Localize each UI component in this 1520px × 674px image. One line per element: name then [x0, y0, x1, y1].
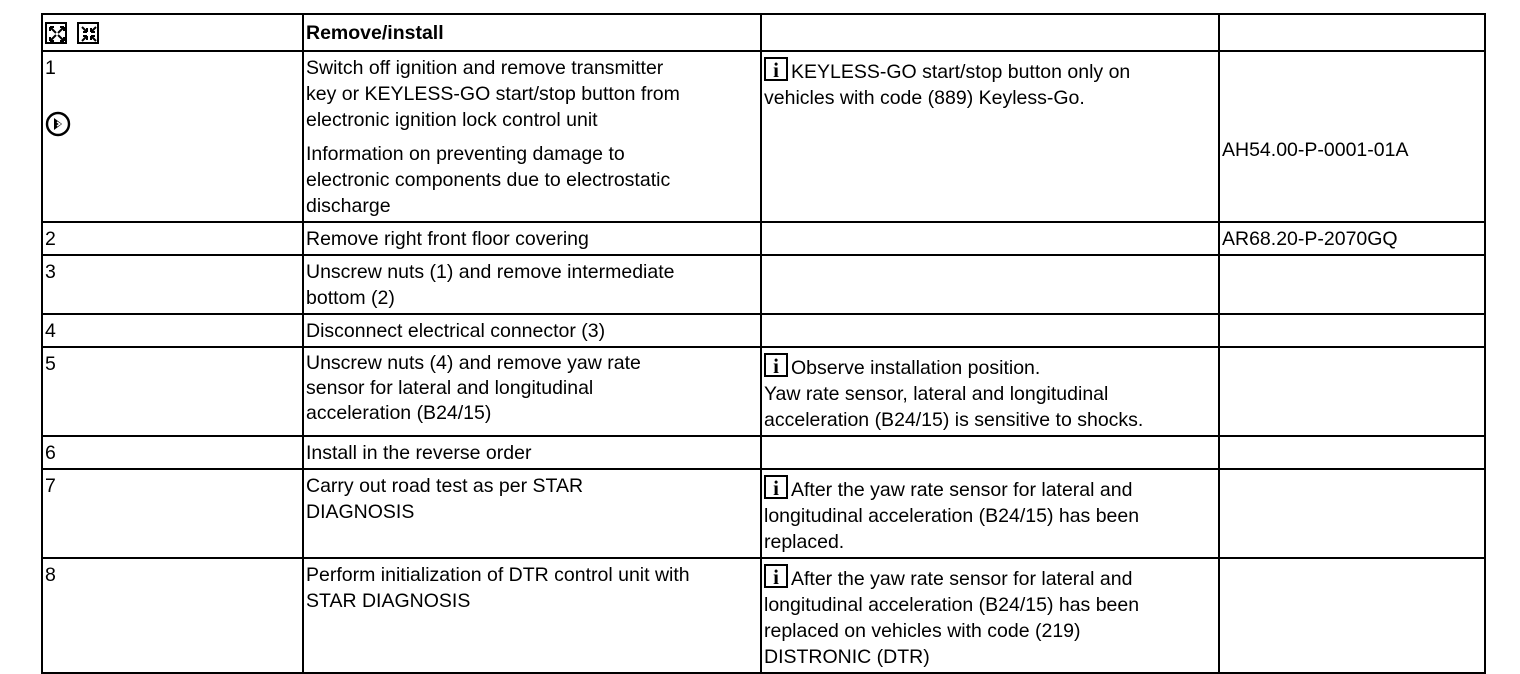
action-line: Unscrew nuts (1) and remove intermediate — [306, 261, 675, 283]
note-line: acceleration (B24/15) is sensitive to shocks. — [764, 409, 1144, 431]
action-cell — [303, 469, 761, 558]
reference-cell — [1219, 558, 1485, 673]
table-row — [42, 314, 1485, 347]
step-number: 1 — [45, 57, 56, 79]
action-cell — [303, 51, 761, 222]
note-cell — [761, 347, 1219, 436]
note-line: longitudinal acceleration (B24/15) has been — [764, 505, 1140, 527]
note-line: replaced. — [764, 531, 845, 553]
action-line: bottom (2) — [306, 287, 395, 309]
action-line: Perform initialization of DTR control unit with — [306, 564, 690, 586]
step-number: 7 — [42, 469, 303, 558]
esd-warning-icon — [45, 111, 297, 144]
action-cell — [303, 347, 761, 436]
header-title: Remove/install — [303, 14, 761, 51]
reference-cell — [1219, 347, 1485, 436]
step-number: 6 — [42, 436, 303, 469]
reference-link[interactable]: AR68.20-P-2070GQ — [1219, 222, 1485, 255]
note-cell — [761, 436, 1219, 469]
reference-cell — [1219, 469, 1485, 558]
info-icon — [764, 564, 788, 588]
header-empty-cell — [1219, 14, 1485, 51]
action-line: Carry out road test as per STAR — [306, 475, 584, 497]
step-number: 4 — [42, 314, 303, 347]
table-row — [42, 469, 1485, 558]
note-cell — [761, 558, 1219, 673]
action-cell: Disconnect electrical connector (3) — [303, 314, 761, 347]
table-row — [42, 222, 1485, 255]
note-cell — [761, 255, 1219, 314]
action-line: STAR DIAGNOSIS — [306, 590, 471, 612]
info-icon — [764, 353, 788, 377]
action-line: Information on preventing damage to — [306, 143, 625, 165]
table-row — [42, 51, 1485, 222]
action-cell: Remove right front floor covering — [303, 222, 761, 255]
action-line: key or KEYLESS-GO start/stop button from — [306, 83, 680, 105]
step-number: 2 — [42, 222, 303, 255]
action-cell: Install in the reverse order — [303, 436, 761, 469]
step-number: 3 — [42, 255, 303, 314]
reference-cell — [1219, 51, 1485, 222]
note-line: Yaw rate sensor, lateral and longitudinal — [764, 383, 1109, 405]
action-line: electronic ignition lock control unit — [306, 109, 598, 131]
step-number: 8 — [42, 558, 303, 673]
action-line: sensor for lateral and longitudinal — [306, 377, 594, 399]
table-row — [42, 558, 1485, 673]
reference-cell — [1219, 314, 1485, 347]
note-line: After the yaw rate sensor for lateral and — [791, 568, 1133, 590]
table-row — [42, 347, 1485, 436]
note-line: longitudinal acceleration (B24/15) has been — [764, 594, 1140, 616]
note-cell — [761, 314, 1219, 347]
action-cell — [303, 558, 761, 673]
action-line: Unscrew nuts (4) and remove yaw rate — [306, 352, 641, 374]
note-line: After the yaw rate sensor for lateral and — [791, 479, 1133, 501]
note-line: vehicles with code (889) Keyless-Go. — [764, 87, 1085, 109]
note-line: DISTRONIC (DTR) — [764, 646, 930, 668]
expand-arrows-icon[interactable] — [45, 22, 67, 44]
note-cell — [761, 51, 1219, 222]
header-empty-cell — [761, 14, 1219, 51]
note-cell — [761, 222, 1219, 255]
step-number-cell — [42, 51, 303, 222]
collapse-arrows-icon[interactable] — [77, 22, 99, 44]
note-line: replaced on vehicles with code (219) — [764, 620, 1081, 642]
table-header-row — [42, 14, 1485, 51]
info-icon — [764, 475, 788, 499]
reference-cell — [1219, 436, 1485, 469]
info-icon — [764, 57, 788, 81]
step-number: 5 — [42, 347, 303, 436]
reference-cell — [1219, 255, 1485, 314]
table-row — [42, 436, 1485, 469]
action-line: discharge — [306, 195, 391, 217]
table-row — [42, 255, 1485, 314]
action-line: acceleration (B24/15) — [306, 402, 492, 424]
header-icons-cell — [42, 14, 303, 51]
reference-link[interactable]: AH54.00-P-0001-01A — [1222, 139, 1409, 161]
note-line: KEYLESS-GO start/stop button only on — [791, 61, 1131, 83]
action-cell — [303, 255, 761, 314]
note-line: Observe installation position. — [791, 357, 1041, 379]
action-line: Switch off ignition and remove transmitter — [306, 57, 664, 79]
action-line: DIAGNOSIS — [306, 501, 415, 523]
action-line: electronic components due to electrostatic — [306, 169, 671, 191]
procedure-table — [41, 13, 1486, 674]
note-cell — [761, 469, 1219, 558]
